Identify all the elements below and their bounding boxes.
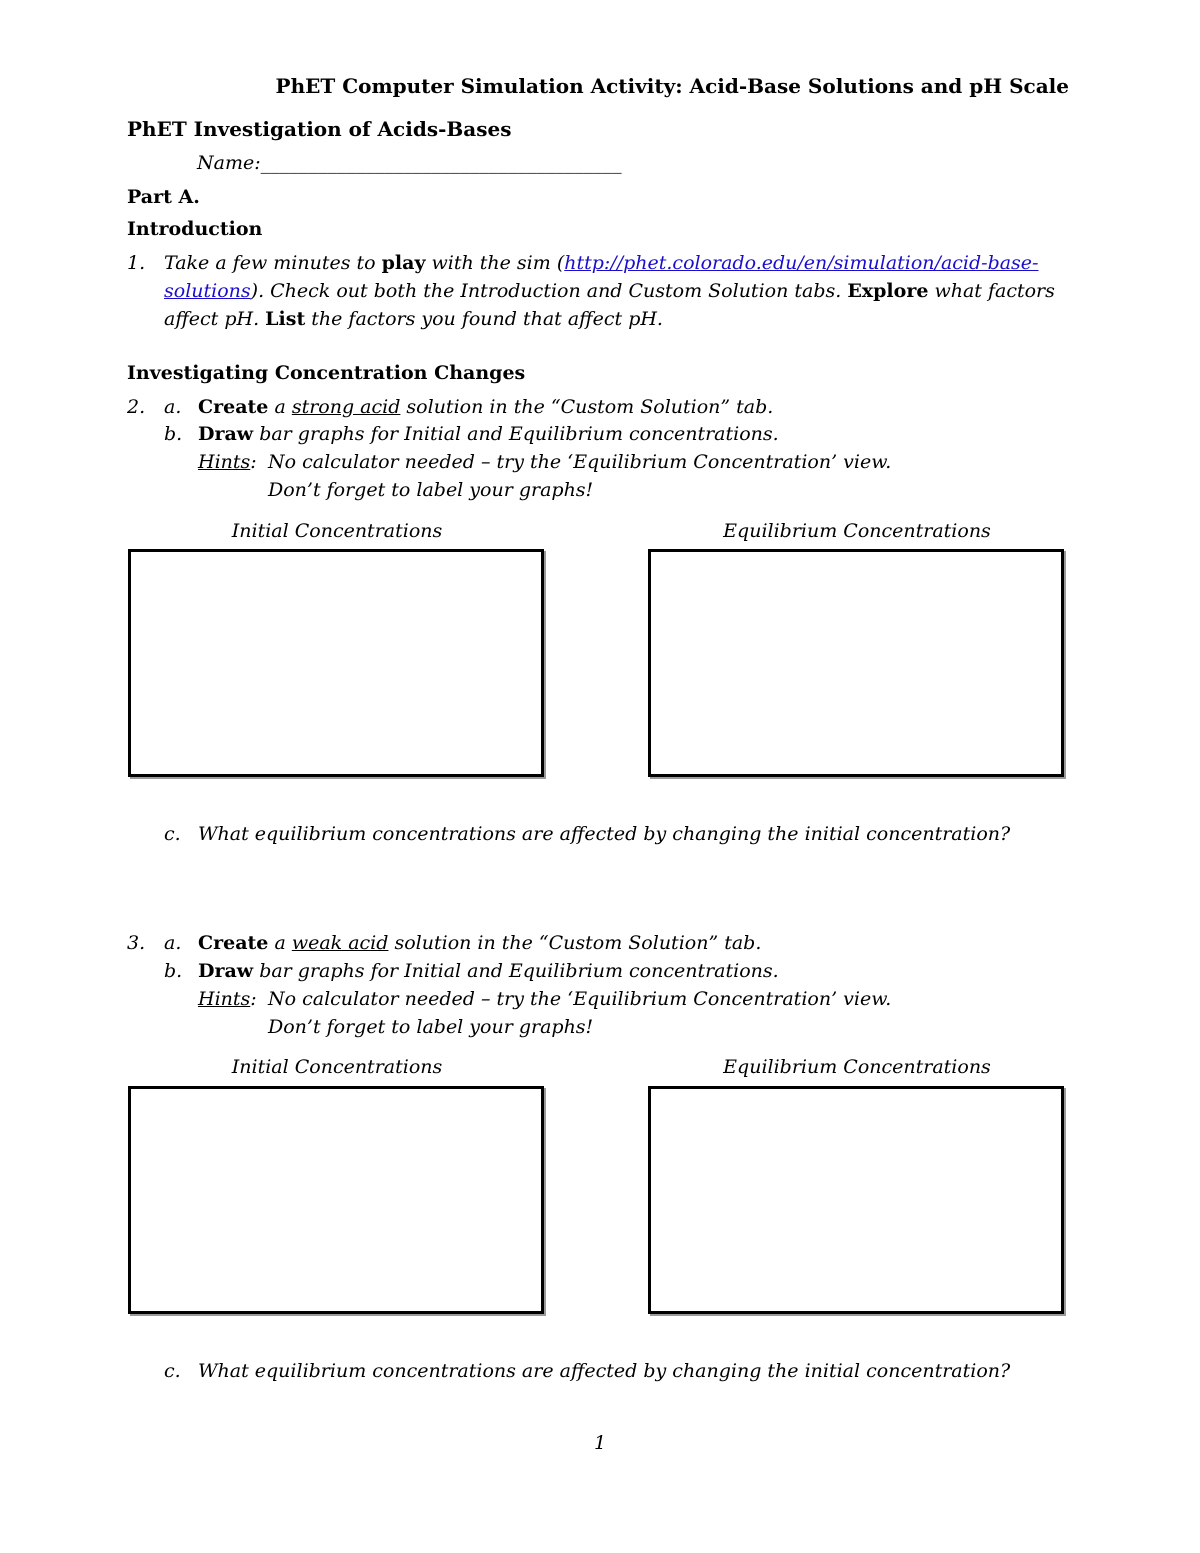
- q3-a-text: solution in the “Custom Solution” tab.: [388, 932, 762, 954]
- q1-text: Take a few minutes to: [164, 252, 382, 274]
- q2-hints-colon: :: [250, 451, 257, 473]
- q2-hints: [198, 451, 257, 473]
- q3-c: [164, 1360, 1010, 1382]
- q1-number: 1.: [127, 252, 146, 274]
- q2-strong-acid: strong acid: [291, 396, 401, 418]
- q1-text: the factors you found that affect pH.: [305, 308, 663, 330]
- q2-initial-caption: Initial Concentrations: [231, 520, 443, 542]
- q3-b: [164, 960, 779, 982]
- concentration-heading: Investigating Concentration Changes: [127, 362, 526, 384]
- q3-hints-label: Hints: [198, 988, 251, 1010]
- name-field[interactable]: [197, 152, 622, 174]
- q2-hint-2: Don’t forget to label your graphs!: [268, 479, 594, 501]
- q1-text: ). Check out both the Introduction and Custom Solution tabs.: [250, 280, 848, 302]
- q3-equilibrium-graph-box[interactable]: [648, 1086, 1064, 1314]
- page-number: 1: [594, 1432, 607, 1454]
- q1-line-3: [164, 308, 663, 330]
- q2-a-text: solution in the “Custom Solution” tab.: [400, 396, 774, 418]
- q2-c-label: c.: [164, 823, 181, 845]
- q2-a: [127, 396, 773, 418]
- q3-hint-1: No calculator needed – try the ‘Equilibrium Concentration’ view.: [268, 988, 892, 1010]
- q1-text: affect pH.: [164, 308, 266, 330]
- q3-initial-graph-box[interactable]: [128, 1086, 544, 1314]
- q1-line-2: [164, 280, 1055, 302]
- q3-equilibrium-caption: Equilibrium Concentrations: [723, 1056, 991, 1078]
- q1-text: with the sim (: [425, 252, 565, 274]
- sim-link-continued[interactable]: solutions: [164, 280, 251, 302]
- q3-b-text: bar graphs for Initial and Equilibrium concentrations.: [253, 960, 779, 982]
- q3-a: [127, 932, 761, 954]
- q2-create: Create: [198, 396, 269, 418]
- q1-explore: Explore: [847, 280, 929, 302]
- q3-draw: Draw: [198, 960, 254, 982]
- q2-initial-graph-box[interactable]: [128, 549, 544, 777]
- q3-a-label: a.: [164, 932, 182, 954]
- q3-number: 3.: [127, 932, 146, 954]
- q2-hint-1: No calculator needed – try the ‘Equilibrium Concentration’ view.: [268, 451, 892, 473]
- q2-hints-label: Hints: [198, 451, 251, 473]
- sim-link[interactable]: http://phet.colorado.edu/en/simulation/acid-base-: [564, 252, 1039, 274]
- intro-heading: Introduction: [127, 218, 263, 240]
- q1-list: List: [265, 308, 306, 330]
- q3-hints-colon: :: [250, 988, 257, 1010]
- q2-b-text: bar graphs for Initial and Equilibrium concentrations.: [253, 423, 779, 445]
- q3-c-label: c.: [164, 1360, 181, 1382]
- q3-c-text: What equilibrium concentrations are affected by changing the initial concentration?: [198, 1360, 1011, 1382]
- q2-b-label: b.: [164, 423, 183, 445]
- page-header-title: PhET Computer Simulation Activity: Acid-Base Solutions and pH Scale: [275, 74, 1069, 98]
- q3-b-label: b.: [164, 960, 183, 982]
- q2-equilibrium-caption: Equilibrium Concentrations: [723, 520, 991, 542]
- part-label: Part A.: [127, 186, 200, 208]
- q1-text: what factors: [928, 280, 1055, 302]
- q3-weak-acid: weak acid: [291, 932, 389, 954]
- document-heading: PhET Investigation of Acids-Bases: [127, 117, 512, 141]
- q2-number: 2.: [127, 396, 146, 418]
- q1-play: play: [381, 252, 426, 274]
- name-blank-line[interactable]: ______________________________________: [260, 152, 622, 174]
- q2-c: [164, 823, 1010, 845]
- q2-a-text: a: [268, 396, 292, 418]
- q3-a-text: a: [268, 932, 292, 954]
- q2-equilibrium-graph-box[interactable]: [648, 549, 1064, 777]
- q3-initial-caption: Initial Concentrations: [231, 1056, 443, 1078]
- q2-c-text: What equilibrium concentrations are affected by changing the initial concentration?: [198, 823, 1011, 845]
- q2-a-label: a.: [164, 396, 182, 418]
- q3-create: Create: [198, 932, 269, 954]
- q3-hints: [198, 988, 257, 1010]
- q2-draw: Draw: [198, 423, 254, 445]
- q1-line-1: [127, 252, 1038, 274]
- q3-hint-2: Don’t forget to label your graphs!: [268, 1016, 594, 1038]
- name-label: Name:: [197, 152, 261, 174]
- q2-b: [164, 423, 779, 445]
